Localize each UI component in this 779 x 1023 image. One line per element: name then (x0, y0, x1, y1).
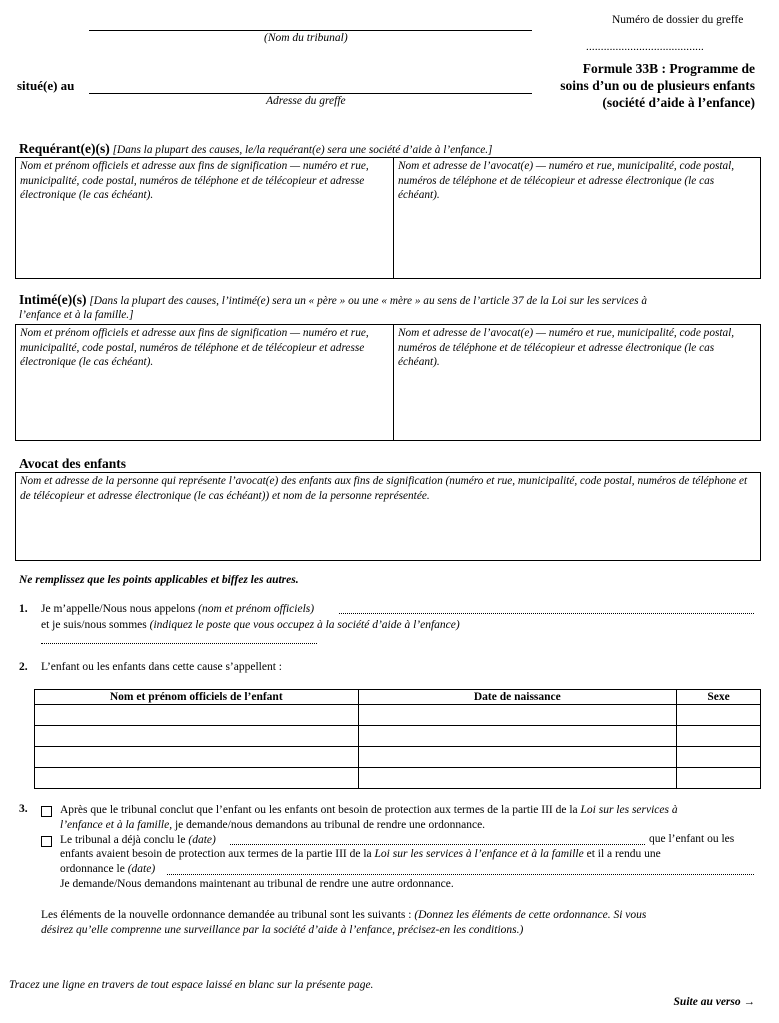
prior-finding-checkbox[interactable] (41, 836, 52, 847)
item2-number: 2. (19, 661, 28, 673)
form-title-line: (société d’aide à l’enfance) (602, 95, 755, 110)
item3-option1-text: je demande/nous demandons au tribunal de rendre une ordonnance. (172, 819, 486, 831)
finding-request-checkbox[interactable] (41, 806, 52, 817)
order-elements-text (41, 908, 756, 938)
column-header-name: Nom et prénom officiels de l’enfant (35, 690, 359, 705)
item1-name-hint: (nom et prénom officiels) (198, 603, 315, 615)
child-sex-cell[interactable] (677, 726, 761, 747)
file-number-field[interactable]: ........................................ (586, 41, 704, 53)
instruction-text: Ne remplissez que les points applicables et biffez les autres. (19, 574, 299, 586)
order-elements-hint: (Donnez les éléments de cette ordonnance. Si vous (414, 909, 647, 921)
children-table-header (35, 690, 761, 705)
table-row (35, 705, 761, 726)
applicants-hint: [Dans la plupart des causes, le/la requérant(e) sera une société d’aide à l’enfance.] (112, 144, 493, 156)
column-header-birthdate: Date de naissance (358, 690, 677, 705)
item3-option1-text: Après que le tribunal conclut que l’enfant ou les enfants ont besoin de protection aux termes de la partie III de la (60, 804, 581, 816)
law-title: l’enfance et à la famille, (60, 819, 173, 831)
child-sex-cell[interactable] (677, 747, 761, 768)
children-table (34, 689, 761, 789)
form-title-line: soins d’un ou de plusieurs enfants (560, 78, 755, 93)
date-hint: (date) (127, 863, 156, 875)
respondents-divider (393, 325, 394, 440)
continued-overleaf: Suite au verso → (673, 996, 755, 1008)
table-row (35, 747, 761, 768)
applicants-title: Requérant(e)(s) (19, 141, 110, 156)
prior-order-date-field[interactable] (167, 874, 754, 875)
applicants-heading (19, 141, 492, 157)
prior-finding-date-field[interactable] (230, 844, 645, 845)
applicants-divider (393, 158, 394, 278)
item1-name-field[interactable] (339, 613, 754, 614)
respondents-title: Intimé(e)(s) (19, 292, 87, 307)
item1-line2 (41, 619, 460, 631)
child-birthdate-cell[interactable] (358, 705, 677, 726)
child-sex-cell[interactable] (677, 705, 761, 726)
respondent-name-address-field[interactable]: Nom et prénom officiels et adresse aux fins de signification — numéro et rue, municipalité, code postal, numéros de téléphone et de télécopieur et adresse électronique (le cas échéant). (20, 327, 369, 368)
respondents-hint-cont: l’enfance et à la famille.] (19, 309, 134, 321)
children-lawyer-field[interactable]: Nom et adresse de la personne qui représente l’avocat(e) des enfants aux fins de signification (numéro et rue, municipalité, code postal, numéros de téléphone et de télécopieur et adresse électronique (le cas échéant)) et nom de la personne représentée. (20, 475, 748, 502)
child-birthdate-cell[interactable] (358, 768, 677, 789)
item3-option2-text: Le tribunal a déjà conclu le (60, 834, 189, 846)
table-row (35, 768, 761, 789)
order-elements-hint: désirez qu’elle comprenne une surveillance par la société d’aide à l’enfance, précisez-en les conditions.) (41, 924, 524, 936)
respondents-heading (19, 293, 759, 322)
item3-option2-text: ordonnance le (60, 863, 128, 875)
child-sex-cell[interactable] (677, 768, 761, 789)
address-caption: Adresse du greffe (266, 95, 346, 107)
date-hint: (date) (188, 834, 216, 846)
law-title: Loi sur les services à (580, 804, 678, 816)
item3-new-order-request: Je demande/Nous demandons maintenant au tribunal de rendre une autre ordonnance. (60, 878, 454, 890)
item3-option2-text: et il a rendu une (583, 848, 661, 860)
child-name-cell[interactable] (35, 726, 359, 747)
child-name-cell[interactable] (35, 747, 359, 768)
children-lawyer-title: Avocat des enfants (19, 456, 126, 471)
court-address-line[interactable] (89, 93, 532, 94)
order-elements-label: Les éléments de la nouvelle ordonnance demandée au tribunal sont les suivants : (41, 909, 415, 921)
column-header-sex: Sexe (677, 690, 761, 705)
respondents-box (15, 324, 761, 441)
child-name-cell[interactable] (35, 705, 359, 726)
respondents-hint: [Dans la plupart des causes, l’intimé(e) sera un « père » ou une « mère » au sens de l’article 37 de la Loi sur les services à (89, 295, 648, 307)
item3-number: 3. (19, 803, 28, 815)
court-name-line[interactable] (89, 30, 532, 31)
item1-name-label: Je m’appelle/Nous nous appelons (41, 603, 196, 615)
child-birthdate-cell[interactable] (358, 726, 677, 747)
strike-blank-note: Tracez une ligne en travers de tout espace laissé en blanc sur la présente page. (9, 979, 374, 991)
child-birthdate-cell[interactable] (358, 747, 677, 768)
item2-text: L’enfant ou les enfants dans cette cause s’appellent : (41, 661, 282, 673)
item1-position-field[interactable] (41, 643, 317, 644)
item3-option2-line2 (60, 848, 661, 860)
item3-option1 (60, 803, 760, 833)
item1-number: 1. (19, 603, 28, 615)
located-at-label: situé(e) au (17, 78, 75, 93)
item3-option2-text: enfants avaient besoin de protection aux termes de la partie III de la (60, 848, 375, 860)
child-name-cell[interactable] (35, 768, 359, 789)
item3-option2-end: que l’enfant ou les (649, 833, 735, 845)
law-title: Loi sur les services à l’enfance et à la famille (374, 848, 584, 860)
form-title-line: Formule 33B : Programme de (582, 61, 755, 76)
item3-option2-line3 (60, 863, 155, 875)
children-lawyer-box (15, 472, 761, 561)
item1-position-label: et je suis/nous sommes (41, 619, 147, 631)
applicant-name-address-field[interactable]: Nom et prénom officiels et adresse aux fins de signification — numéro et rue, municipalité, code postal, numéros de téléphone et de télécopieur et adresse électronique (le cas échéant). (20, 160, 369, 201)
applicants-box (15, 157, 761, 279)
item1-line1 (41, 603, 314, 615)
court-name-caption: (Nom du tribunal) (264, 32, 348, 44)
applicant-lawyer-field[interactable]: Nom et adresse de l’avocat(e) — numéro et rue, municipalité, code postal, numéros de téléphone et de télécopieur et adresse électronique (le cas échéant). (398, 160, 735, 201)
item1-position-hint: (indiquez le poste que vous occupez à la société d’aide à l’enfance) (149, 619, 460, 631)
table-row (35, 726, 761, 747)
respondent-lawyer-field[interactable]: Nom et adresse de l’avocat(e) — numéro et rue, municipalité, code postal, numéros de téléphone et de télécopieur et adresse électronique (le cas échéant). (398, 327, 735, 368)
form-title (495, 60, 755, 111)
file-number-label: Numéro de dossier du greffe (612, 14, 744, 26)
